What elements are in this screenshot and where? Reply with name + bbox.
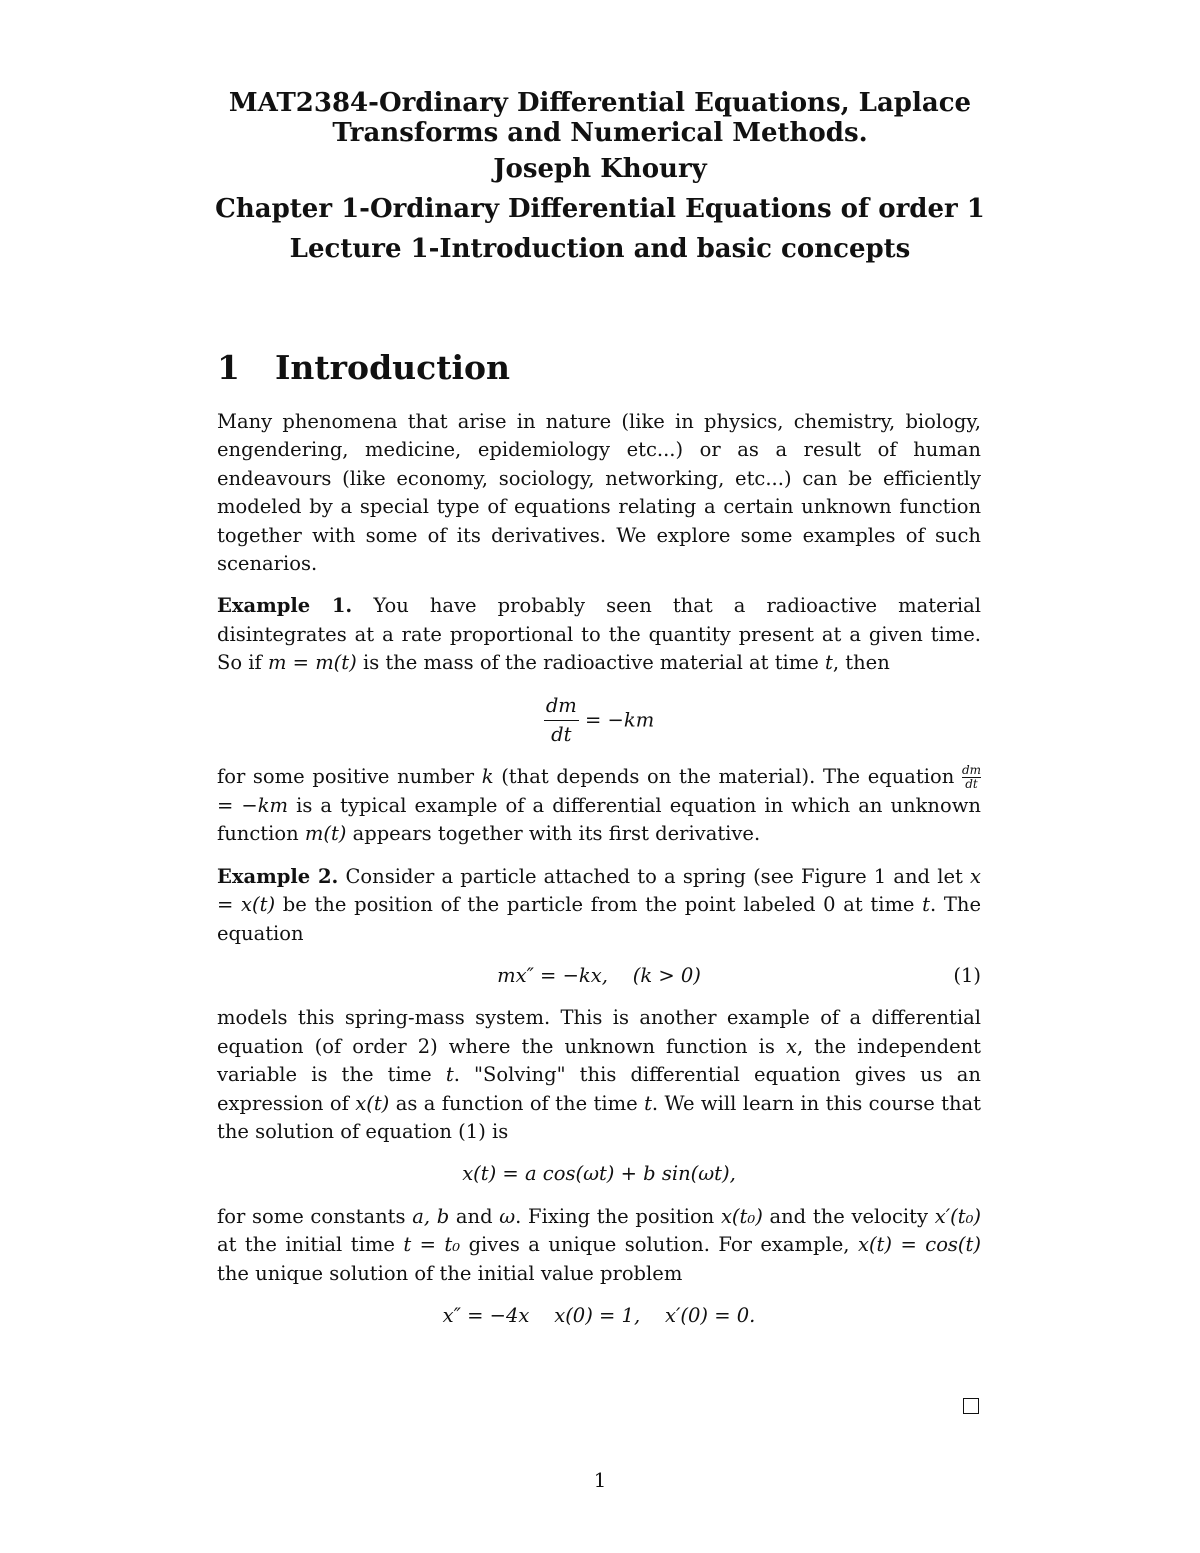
- math: t: [825, 651, 833, 675]
- math: m = m(t): [267, 651, 357, 675]
- page-number: 1: [593, 1468, 607, 1492]
- body-text: [217, 408, 981, 1344]
- equation: x″ = −4x x(0) = 1, x′(0) = 0.: [442, 1303, 756, 1327]
- example-2-continuation: [217, 1004, 981, 1146]
- text: (that depends on the material). The equation: [501, 765, 955, 789]
- text: Consider a particle attached to a spring (see Figure 1 and let: [345, 864, 963, 888]
- text: , the independent variable is the time: [217, 1034, 981, 1087]
- numerator: dm: [961, 763, 982, 778]
- math: t: [445, 1063, 454, 1087]
- text: . "Solving" this differential equation gives us an expression of: [217, 1063, 981, 1115]
- example-2-label: Example 2.: [217, 864, 339, 888]
- text: You have probably seen that a radioactive material disintegrates at a rate proportional to the quantity present at a given time. So if: [217, 594, 982, 675]
- math: x′(t₀): [934, 1204, 982, 1228]
- math: x(t₀): [720, 1204, 763, 1228]
- math: ω: [499, 1204, 516, 1228]
- course-title-line1: MAT2384-Ordinary Differential Equations, Laplace: [228, 88, 972, 118]
- text: gives a unique solution. For example,: [468, 1233, 850, 1257]
- example-2-ivp-text: [217, 1203, 981, 1288]
- text: appears together with its first derivative.: [352, 822, 761, 846]
- author-name: Joseph Khoury: [493, 154, 707, 184]
- text: for some constants: [217, 1204, 406, 1228]
- text: and the velocity: [769, 1204, 929, 1228]
- qed-square-icon: [963, 1398, 979, 1414]
- math: x(t): [355, 1091, 390, 1115]
- example-1-continuation: [217, 763, 981, 848]
- equation-rhs: = −km: [585, 708, 655, 732]
- equation-decay: [217, 692, 981, 750]
- equation: x(t) = a cos(ωt) + b sin(ωt),: [462, 1162, 736, 1186]
- intro-paragraph: Many phenomena that arise in nature (like in physics, chemistry, biology, engendering, medicine, epidemiology etc...) or as a result of human endeavours (like economy, sociology, networking, etc...) can be efficiently modeled by a special type of equations relating a certain unknown function together with some of its derivatives. We explore some examples of such scenarios.: [217, 410, 981, 576]
- math: x = x(t): [217, 864, 982, 917]
- course-title-line2: Transforms and Numerical Methods.: [332, 118, 868, 148]
- text: for some positive number: [217, 765, 475, 789]
- section-heading: [217, 348, 510, 387]
- math: = −km: [217, 793, 289, 817]
- lecture-title: Lecture 1-Introduction and basic concepts: [289, 234, 911, 264]
- denominator: dt: [551, 723, 572, 747]
- math: k: [481, 765, 494, 789]
- equation-spring: [217, 962, 981, 990]
- section-number: 1: [217, 348, 240, 387]
- text: . Fixing the position: [515, 1204, 715, 1228]
- chapter-title: Chapter 1-Ordinary Differential Equations of order 1: [215, 194, 985, 224]
- denominator: dt: [965, 777, 978, 792]
- math: t: [922, 893, 931, 917]
- equation-number: (1): [953, 963, 981, 987]
- text: . The equation: [217, 893, 981, 945]
- equation-solution: [217, 1160, 981, 1188]
- math: a, b: [412, 1204, 450, 1228]
- equation: mx″ = −kx, (k > 0): [497, 963, 701, 987]
- text: the unique solution of the initial value problem: [217, 1261, 683, 1285]
- math: m(t): [304, 822, 347, 846]
- example-1-label: Example 1.: [217, 594, 353, 618]
- text: , then: [832, 651, 890, 675]
- text: is a typical example of a differential equation in which an unknown function: [217, 793, 981, 846]
- text: models this spring-mass system. This is another example of a differential equation (of order 2) where the unknown function is: [217, 1006, 981, 1058]
- example-2-paragraph: [217, 863, 981, 948]
- title-block: [0, 88, 1200, 264]
- numerator: dm: [544, 692, 579, 721]
- text: is the mass of the radioactive material at time: [362, 651, 819, 675]
- inline-fraction: [962, 764, 981, 791]
- math: t: [644, 1091, 652, 1115]
- math: t = t₀: [403, 1233, 461, 1257]
- text: . We will learn in this course that the solution of equation (1) is: [217, 1091, 982, 1143]
- fraction: [544, 692, 579, 750]
- example-1-paragraph: [217, 592, 981, 677]
- text: be the position of the particle from the point labeled 0 at time: [282, 893, 915, 917]
- section-title: Introduction: [275, 348, 511, 387]
- math: x: [785, 1034, 797, 1058]
- math: x(t) = cos(t): [857, 1233, 981, 1257]
- text: as a function of the time: [395, 1091, 638, 1115]
- text: and: [455, 1204, 493, 1228]
- equation-ivp: [217, 1302, 981, 1330]
- text: at the initial time: [217, 1233, 395, 1257]
